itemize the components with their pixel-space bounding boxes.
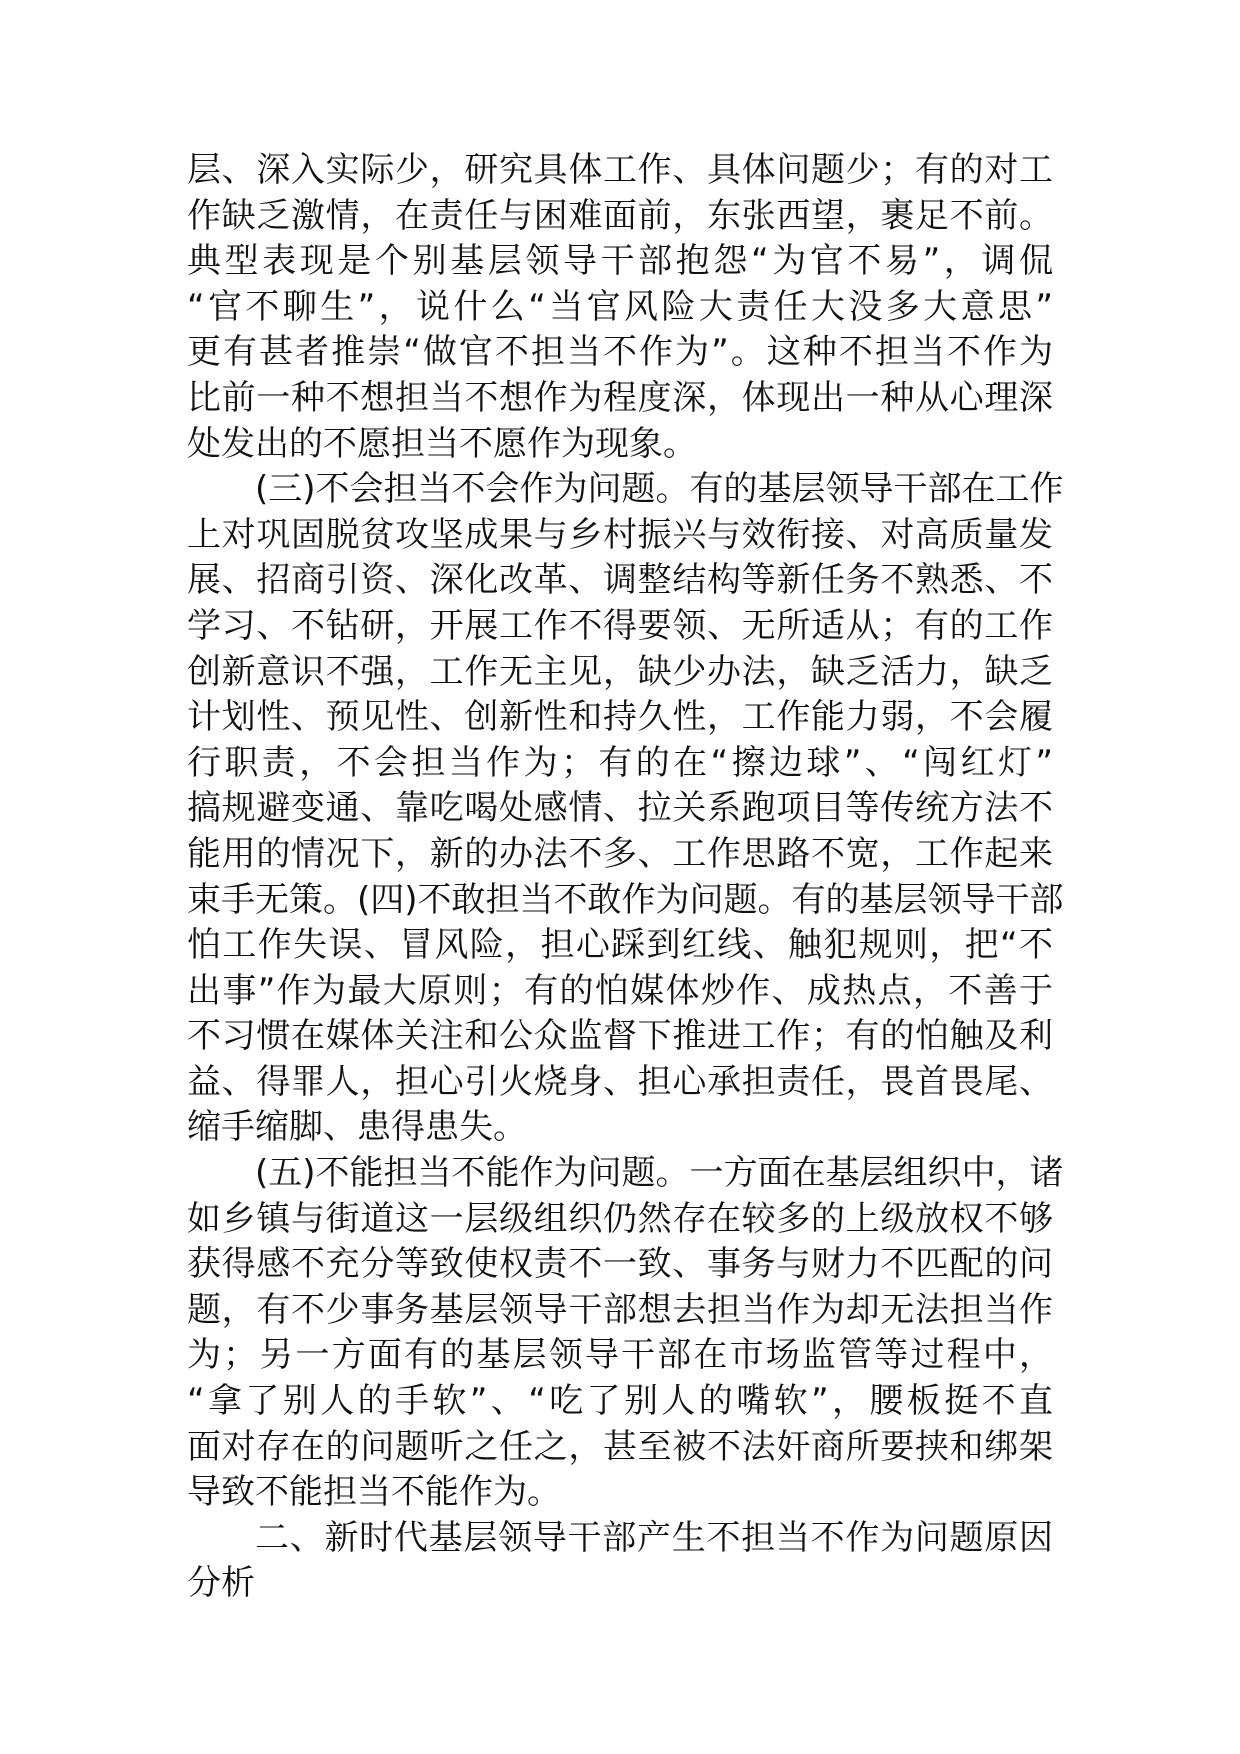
text-line: 益、得罪人，担心引火烧身、担心承担责任，畏首畏尾、 — [187, 1061, 1053, 1102]
text-line: 创新意识不强，工作无主见，缺少办法，缺乏活力，缺乏 — [187, 651, 1053, 692]
text-line: 搞规避变通、靠吃喝处感情、拉关系跑项目等传统方法不 — [187, 788, 1053, 829]
text-line: 导致不能担当不能作为。 — [187, 1472, 561, 1513]
text-line: 获得感不充分等致使权责不一致、事务与财力不匹配的问 — [187, 1244, 1053, 1285]
text-line: 题，有不少事务基层领导干部想去担当作为却无法担当作 — [187, 1289, 1053, 1330]
text-line: 计划性、预见性、创新性和持久性，工作能力弱，不会履 — [187, 697, 1053, 738]
text-line: 典型表现是个别基层领导干部抱怨“为官不易”，调侃 — [187, 241, 1053, 282]
body-text — [187, 148, 1064, 1607]
text-line: “官不聊生”，说什么“当官风险大责任大没多大意思” — [187, 286, 1053, 327]
text-line: 束手无策。(四)不敢担当不敢作为问题。有的基层领导干部 — [187, 879, 1064, 920]
text-line: 层、深入实际少，研究具体工作、具体问题少；有的对工 — [187, 150, 1053, 190]
text-line: “拿了别人的手软”、“吃了别人的嘴软”，腰板挺不直 — [187, 1381, 1053, 1422]
section-heading-line: 分析 — [187, 1563, 255, 1604]
text-line: 不习惯在媒体关注和公众监督下推进工作；有的怕触及利 — [187, 1016, 1053, 1057]
text-line: 处发出的不愿担当不愿作为现象。 — [187, 423, 697, 464]
text-line: 怕工作失误、冒风险，担心踩到红线、触犯规则，把“不 — [187, 925, 1053, 966]
text-line: 出事”作为最大原则；有的怕媒体炒作、成热点，不善于 — [187, 970, 1053, 1011]
text-line: 更有甚者推崇“做官不担当不作为”。这种不担当不作为 — [187, 332, 1053, 373]
text-line: 展、招商引资、深化改革、调整结构等新任务不熟悉、不 — [187, 560, 1053, 601]
paragraph-start-line: (三)不会担当不会作为问题。有的基层领导干部在工作 — [255, 469, 1064, 510]
section-heading-line: 二、新时代基层领导干部产生不担当不作为问题原因 — [255, 1517, 1053, 1558]
text-line: 行职责，不会担当作为；有的在“擦边球”、“闯红灯” — [187, 742, 1053, 783]
text-line: 面对存在的问题听之任之，甚至被不法奸商所要挟和绑架 — [187, 1426, 1053, 1467]
text-line: 为；另一方面有的基层领导干部在市场监管等过程中， — [187, 1335, 1053, 1376]
text-line: 上对巩固脱贫攻坚成果与乡村振兴与效衔接、对高质量发 — [187, 514, 1053, 555]
text-line: 缩手缩脚、患得患失。 — [187, 1107, 527, 1148]
text-line: 学习、不钻研，开展工作不得要领、无所适从；有的工作 — [187, 605, 1053, 646]
paragraph-start-line: (五)不能担当不能作为问题。一方面在基层组织中，诸 — [255, 1153, 1064, 1194]
text-line: 作缺乏激情，在责任与困难面前，东张西望，裹足不前。 — [187, 195, 1053, 236]
text-line: 如乡镇与街道这一层级组织仍然存在较多的上级放权不够 — [187, 1198, 1053, 1239]
text-line: 能用的情况下，新的办法不多、工作思路不宽，工作起来 — [187, 833, 1053, 874]
text-line: 比前一种不想担当不想作为程度深，体现出一种从心理深 — [187, 377, 1053, 418]
